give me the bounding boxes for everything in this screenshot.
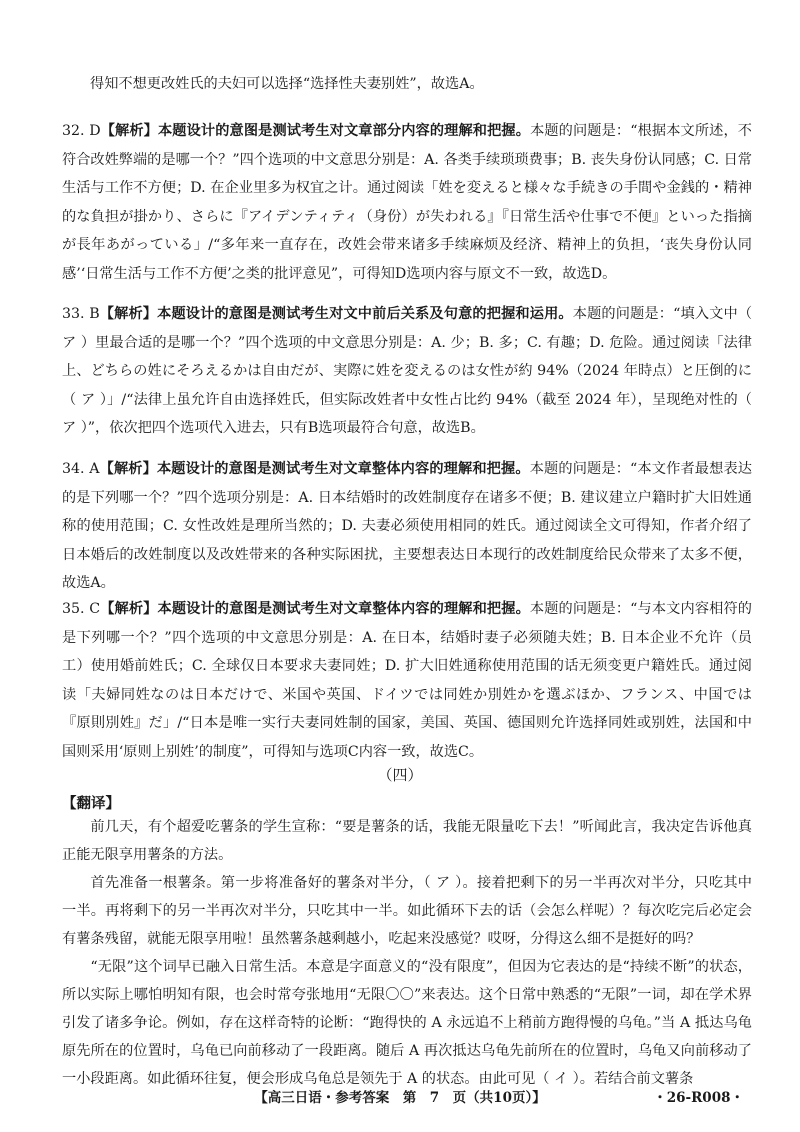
- analysis-label: 【解析】本题设计的意图是测试考生对文章部分内容的理解和把握。: [100, 123, 531, 139]
- footer-code: ・26-R008・: [653, 1090, 744, 1106]
- analysis-label: 【解析】本题设计的意图是测试考生对文章整体内容的理解和把握。: [100, 601, 530, 617]
- analysis-label: 【解析】本题设计的意图是测试考生对文章整体内容的理解和把握。: [99, 461, 530, 477]
- answer-number: 35. C: [62, 601, 101, 617]
- question-35: [62, 595, 752, 766]
- question-34: [62, 455, 752, 598]
- section-title: （四）: [377, 766, 423, 784]
- answer-number: 33. B: [62, 306, 100, 322]
- question-32: [62, 117, 752, 288]
- analysis-body: 本题的问题是：“填入文中（ ア ）里最合适的是哪一个？”四个选项的中文意思分别是：A. 少；B. 多；C. 有趣；D. 危险。通过阅读「法律上、どちらの姓にそろえるかは自由だが、実際に姓を変えるのは女性が約 94%（2024 年時点）と圧倒的に（ ア ）」/“法律上虽允许自由选择姓氏，但实际改姓者中女性占比约 94%（截至 2024 年），呈现绝对性的（ ア ）”，依次把四个选项代入进去，只有B选项最符合句意，故选B。: [62, 306, 753, 436]
- analysis-body: 本题的问题是：“根据本文所述，不符合改姓弊端的是哪一个？”四个选项的中文意思分别是：A. 各类手续琐琐费事；B. 丧失身份认同感；C. 日常生活与工作不方便；D. 在企业里多为权宜之计。通过阅读「姓を変えると様々な手続きの手間や金銭的・精神的な負担が掛かり、さらに『アイデンティティ（身份）が失われる』『日常生活や仕事で不便』といった指摘が長年あがっている」/“多年来一直存在，改姓会带来诸多手续麻烦及经济、精神上的负担，‘丧失身份认同感’‘日常生活与工作不方便’之类的批评意见”，可得知D选项内容与原文不一致，故选D。: [62, 123, 752, 282]
- analysis-body: 本题的问题是：“与本文内容相符的是下列哪一个？”四个选项的中文意思分别是：A. 在日本，结婚时妻子必须随夫姓；B. 日本企业不允许（员工）使用婚前姓氏；C. 全球仅日本要求夫妻同姓；D. 扩大旧姓通称使用范围的话无须变更户籍姓氏。通过阅读「夫婦同姓なのは日本だけで、米国や英国、ドイツでは同姓か別姓かを選ぶほか、フランス、中国では『原則別姓』だ」/“日本是唯一实行夫妻同姓制的国家，美国、英国、德国则允许选择同姓或别姓，法国和中国则采用‘原则上别姓’的制度”，可得知与选项C内容一致，故选C。: [62, 601, 752, 760]
- translation-paragraph-1: 前几天，有个超爱吃薯条的学生宣称：“要是薯条的话，我能无限量吃下去！”听闻此言，我决定告诉他真正能无限享用薯条的方法。: [62, 819, 752, 863]
- analysis-label: 【解析】本题设计的意图是测试考生对文中前后关系及句意的把握和运用。: [99, 306, 573, 322]
- question-33: [62, 300, 752, 443]
- translation-paragraph-3: “无限”这个词早已融入日常生活。本意是字面意义的“没有限度”，但因为它表达的是“持续不断”的状态，所以实际上哪怕明知有限，也会时常夸张地用“无限〇〇”来表达。这个日常中熟悉的“无限”一词，却在学术界引发了诸多争论。例如，存在这样奇特的论断：“跑得快的 A 永远追不上稍前方跑得慢的乌龟。”当 A 抵达乌龟原先所在的位置时，乌龟已向前移动了一段距离。随后 A 再次抵达乌龟先前所在的位置时，乌龟又向前移动了一小段距离。如此循环往复，便会形成乌龟总是领先于 A 的状态。由此可见（ イ ）。若结合前文薯条: [62, 959, 752, 1087]
- answer-number: 34. A: [62, 461, 100, 477]
- answer-number: 32. D: [62, 123, 101, 139]
- footer-title: 【高三日语・参考答案 第 7 页（共10页）】: [254, 1090, 546, 1106]
- translation-label: 【翻译】: [62, 795, 120, 812]
- translation-paragraph-2: 首先准备一根薯条。第一步将准备好的薯条对半分，（ ア ）。接着把剩下的另一半再次对半分，只吃其中一半。再将剩下的另一半再次对半分，只吃其中一半。如此循环下去的话（会怎么样呢）？每次吃完后必定会有薯条残留，就能无限享用啦！虽然薯条越剩越小，吃起来没感觉？哎呀，分得这么细不是挺好的吗？: [62, 875, 752, 947]
- continuation-line: 得知不想更改姓氏的夫妇可以选择“选择性夫妻别姓”，故选A。: [90, 76, 484, 92]
- analysis-body: 本题的问题是：“本文作者最想表达的是下列哪一个？”四个选项分别是：A. 日本结婚时的改姓制度存在诸多不便；B. 建议建立户籍时扩大旧姓通称的使用范围；C. 女性改姓是理所当然的；D. 夫妻必须使用相同的姓氏。通过阅读全文可得知，作者介绍了日本婚后的改姓制度以及改姓带来的各种实际困扰，主要想表达日本现行的改姓制度给民众带来了太多不便，故选A。: [62, 461, 752, 591]
